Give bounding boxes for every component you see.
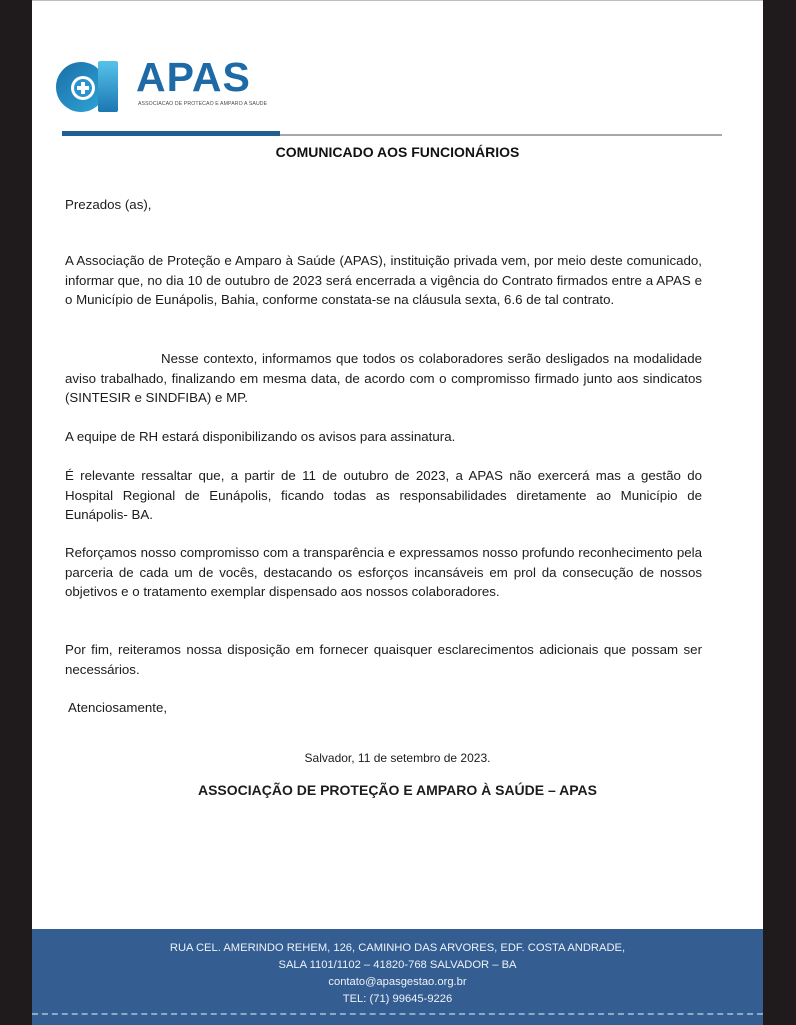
closing: Atenciosamente, bbox=[68, 700, 168, 715]
header-accent-bar bbox=[62, 131, 280, 136]
document-title: COMUNICADO AOS FUNCIONÁRIOS bbox=[275, 144, 520, 160]
apas-logo-mark-icon bbox=[54, 57, 120, 113]
footer-email: contato@apasgestao.org.br bbox=[328, 976, 467, 988]
footer-address-line2: SALA 1101/1102 – 41820-768 SALVADOR – BA bbox=[278, 959, 517, 971]
paragraph-hr-notices: A equipe de RH estará disponibilizando os avisos para assinatura. bbox=[65, 429, 456, 444]
logo-tagline: ASSOCIACAO DE PROTECAO E AMPARO A SAUDE bbox=[138, 101, 268, 107]
paragraph-management-transfer: É relevante ressaltar que, a partir de 11 de outubro de 2023, a APAS não exercerá mas a gestão do Hospital Regional de Eunápolis, ficando todas as responsabilidades diretamente ao Município de Eunápolis- BA. bbox=[65, 468, 702, 522]
paragraph-acknowledgement: Reforçamos nosso compromisso com a transparência e expressamos nosso profundo reconhecimento pela parceria de cada um de vocês, destacando os esforços incansáveis em prol da consecução de nossos objetivos e o tratamento exemplar dispensado aos nossos colaboradores. bbox=[65, 545, 702, 599]
paragraph-contract-end: A Associação de Proteção e Amparo à Saúde (APAS), instituição privada vem, por meio deste comunicado, informar que, no dia 10 de outubro de 2023 será encerrada a vigência do Contrato firmados entre a APAS e o Município de Eunápolis, Bahia, conforme constata-se na cláusula sexta, 6.6 de tal contrato. bbox=[65, 253, 702, 307]
paragraph-dismissal: Nesse contexto, informamos que todos os colaboradores serão desligados na modalidade aviso trabalhado, finalizando em mesma data, de acordo com o compromisso firmado junto aos sindicatos (SINTESIR e SINDFIBA) e MP. bbox=[65, 351, 702, 405]
footer-phone: TEL: (71) 99645-9226 bbox=[342, 993, 453, 1005]
letter-page bbox=[32, 0, 763, 1024]
paragraph-clarifications: Por fim, reiteramos nossa disposição em fornecer quaisquer esclarecimentos adicionais que possam ser necessários. bbox=[65, 642, 702, 677]
logo-wordmark: APAS bbox=[136, 54, 251, 100]
place-date: Salvador, 11 de setembro de 2023. bbox=[304, 751, 491, 765]
apas-logo bbox=[54, 55, 274, 117]
footer bbox=[32, 929, 763, 1025]
footer-dashed-divider bbox=[32, 1013, 763, 1015]
signature: ASSOCIAÇÃO DE PROTEÇÃO E AMPARO À SAÚDE – APAS bbox=[197, 782, 598, 798]
salutation: Prezados (as), bbox=[65, 197, 152, 212]
footer-address-line1: RUA CEL. AMERINDO REHEM, 126, CAMINHO DAS ARVORES, EDF. COSTA ANDRADE, bbox=[169, 942, 626, 954]
